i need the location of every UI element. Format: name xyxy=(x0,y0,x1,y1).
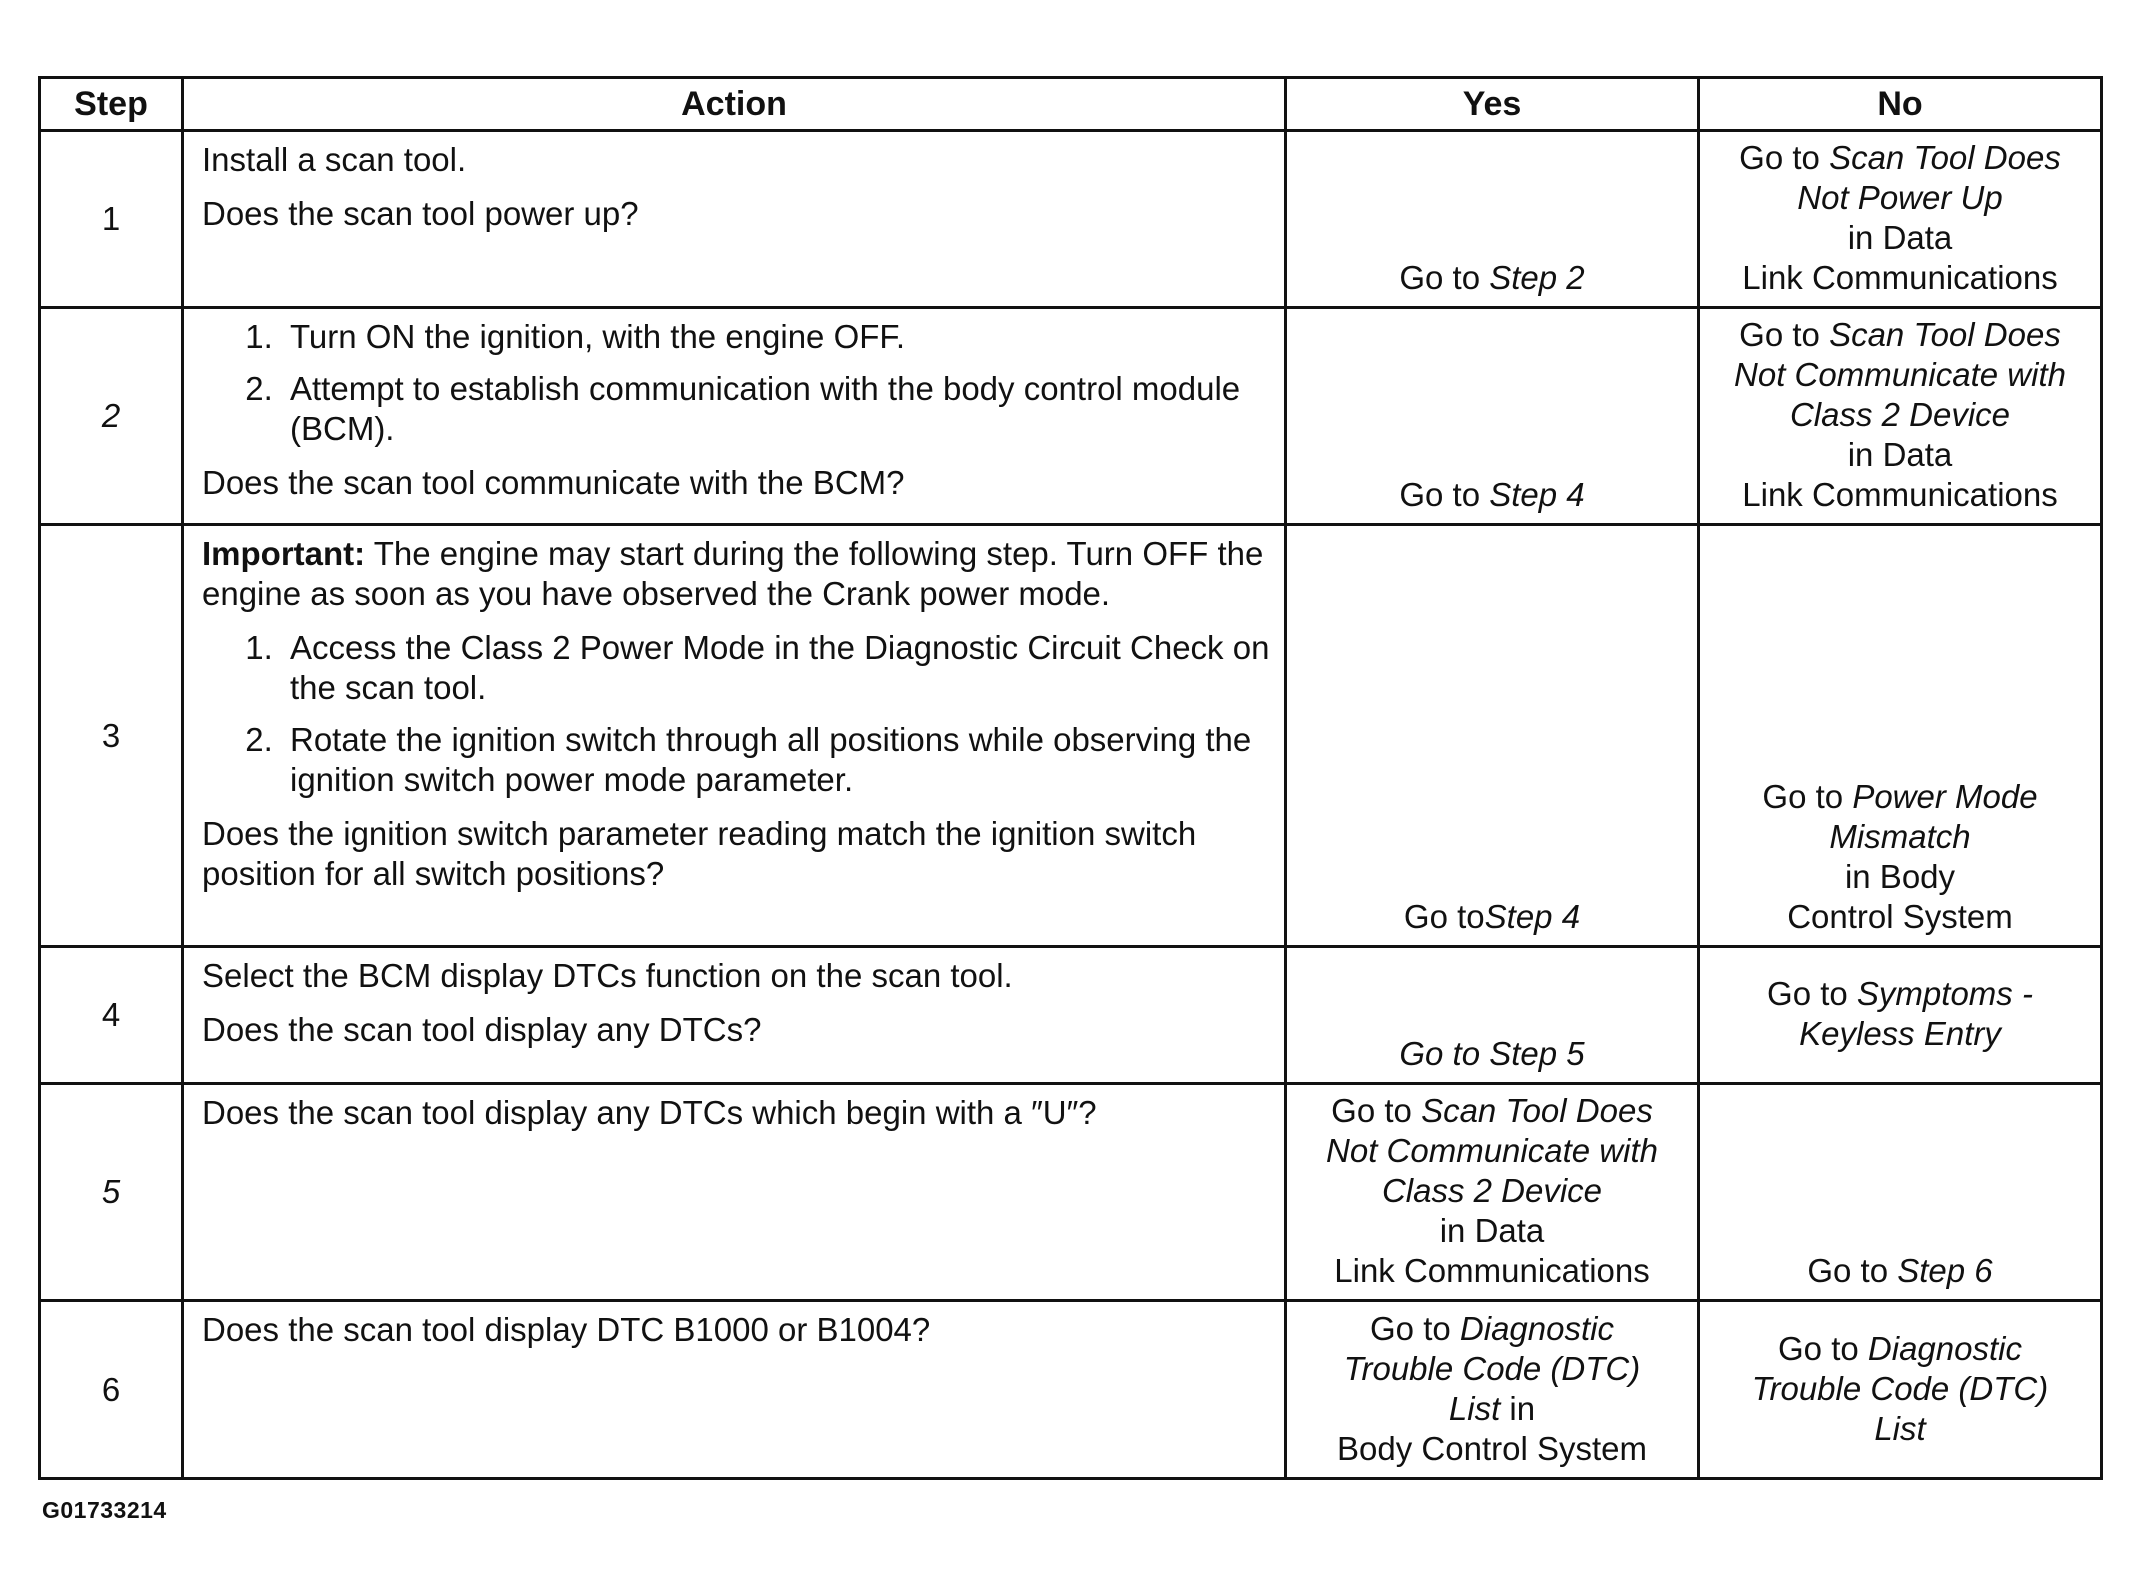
action-step-item: 1. Access the Class 2 Power Mode in the Diagnostic Circuit Check on the scan tool. xyxy=(282,628,1270,708)
action-cell xyxy=(183,131,1286,308)
procedure-link[interactable]: List xyxy=(1448,1389,1501,1427)
header-action: Action xyxy=(183,78,1286,131)
header-yes: Yes xyxy=(1286,78,1699,131)
procedure-link[interactable]: Class 2 Device xyxy=(1789,396,2011,433)
action-cell xyxy=(183,1084,1286,1301)
no-cell xyxy=(1699,308,2102,525)
step-number: 2 xyxy=(40,308,183,525)
yes-cell xyxy=(1286,525,1699,947)
action-step-item: 1. Turn ON the ignition, with the engine OFF. xyxy=(282,317,1270,357)
procedure-link[interactable]: Class 2 Device xyxy=(1381,1172,1603,1209)
action-cell xyxy=(183,525,1286,947)
action-question: Does the scan tool display any DTCs which begin with a ″U″? xyxy=(202,1094,1097,1131)
location-text: Link Communications xyxy=(1742,259,2058,296)
diagnostic-table xyxy=(38,76,2103,1480)
procedure-link[interactable]: Not Communicate with xyxy=(1326,1132,1658,1169)
location-text: Link Communications xyxy=(1742,476,2058,513)
procedure-link[interactable]: Scan Tool Does xyxy=(1829,139,2061,176)
goto-prefix: Go to xyxy=(1331,1092,1422,1129)
location-text: Body Control System xyxy=(1337,1429,1647,1467)
goto-prefix: Go to xyxy=(1778,1329,1868,1367)
important-label: Important: xyxy=(202,535,366,572)
location-text: in Data xyxy=(1847,219,1953,256)
important-text: The engine may start during the following step. Turn OFF the engine as soon as you have observed the Crank power mode. xyxy=(202,535,1264,612)
goto-prefix: Go to xyxy=(1399,259,1490,296)
goto-prefix: Go to xyxy=(1739,139,1830,176)
yes-cell xyxy=(1286,131,1699,308)
header-step: Step xyxy=(40,78,183,131)
location-text: in Data xyxy=(1439,1212,1545,1249)
step-link[interactable]: Step 2 xyxy=(1489,259,1585,296)
important-note xyxy=(202,534,1270,614)
no-cell xyxy=(1699,131,2102,308)
step-link[interactable]: Step 5 xyxy=(1489,1035,1585,1072)
procedure-link[interactable]: Trouble Code (DTC) xyxy=(1343,1349,1641,1387)
procedure-link[interactable]: Not Power Up xyxy=(1797,179,2003,216)
yes-cell xyxy=(1286,1301,1699,1479)
yes-cell xyxy=(1286,1084,1699,1301)
table-row xyxy=(40,1084,2102,1301)
procedure-link[interactable]: Trouble Code (DTC) xyxy=(1751,1369,2049,1407)
step-number: 6 xyxy=(40,1301,183,1479)
action-step-item: 2. Attempt to establish communication with the body control module (BCM). xyxy=(282,369,1270,449)
location-text: Control System xyxy=(1787,898,2013,935)
goto-prefix: Go to xyxy=(1807,1252,1898,1289)
action-text: Select the BCM display DTCs function on the scan tool. xyxy=(202,957,1013,994)
action-cell xyxy=(183,947,1286,1084)
step-number: 5 xyxy=(40,1084,183,1301)
procedure-link[interactable]: Power Mode xyxy=(1852,778,2038,815)
procedure-link[interactable]: Keyless Entry xyxy=(1799,1015,2001,1052)
table-row xyxy=(40,308,2102,525)
step-link[interactable]: Step 6 xyxy=(1897,1252,1993,1289)
action-text: Install a scan tool. xyxy=(202,141,467,178)
goto-prefix: Go to xyxy=(1739,316,1830,353)
action-question: Does the scan tool power up? xyxy=(202,195,639,232)
action-cell xyxy=(183,1301,1286,1479)
table-row xyxy=(40,525,2102,947)
goto-prefix: Go to xyxy=(1399,476,1490,513)
goto-prefix: Go to xyxy=(1370,1309,1460,1347)
procedure-link[interactable]: Diagnostic xyxy=(1459,1309,1614,1347)
step-link[interactable]: Step 4 xyxy=(1484,898,1581,935)
step-number: 4 xyxy=(40,947,183,1084)
figure-id: G01733214 xyxy=(42,1497,167,1523)
step-number: 1 xyxy=(40,131,183,308)
no-cell xyxy=(1699,947,2102,1084)
yes-cell xyxy=(1286,308,1699,525)
procedure-link[interactable]: Symptoms - xyxy=(1856,975,2033,1012)
action-question: Does the scan tool communicate with the BCM? xyxy=(202,464,905,501)
procedure-link[interactable]: Scan Tool Does xyxy=(1829,316,2061,353)
goto-prefix: Go to xyxy=(1767,975,1857,1012)
no-cell xyxy=(1699,1084,2102,1301)
procedure-link[interactable]: Not Communicate with xyxy=(1734,356,2066,393)
action-question: Does the scan tool display any DTCs? xyxy=(202,1011,762,1048)
location-text: in Data xyxy=(1847,436,1953,473)
action-step-item: 2. Rotate the ignition switch through all positions while observing the ignition switch power mode parameter. xyxy=(282,720,1270,800)
table-row xyxy=(40,947,2102,1084)
table-header-row xyxy=(40,78,2102,131)
procedure-link[interactable]: Diagnostic xyxy=(1867,1329,2022,1367)
goto-prefix: Go to xyxy=(1762,778,1853,815)
step-link[interactable]: Step 4 xyxy=(1489,476,1585,513)
procedure-link[interactable]: Mismatch xyxy=(1829,818,1971,855)
no-cell xyxy=(1699,1301,2102,1479)
action-steps-list xyxy=(202,317,1270,449)
header-no: No xyxy=(1699,78,2102,131)
location-text: in Body xyxy=(1844,858,1956,895)
table-row xyxy=(40,131,2102,308)
action-cell xyxy=(183,308,1286,525)
goto-prefix: Go to xyxy=(1399,1035,1490,1072)
action-question: Does the ignition switch parameter reading match the ignition switch position for all switch positions? xyxy=(202,815,1197,892)
procedure-link[interactable]: List xyxy=(1874,1409,1926,1447)
location-text: in xyxy=(1500,1389,1536,1427)
procedure-link[interactable]: Scan Tool Does xyxy=(1421,1092,1653,1129)
table-row xyxy=(40,1301,2102,1479)
action-question: Does the scan tool display DTC B1000 or B1004? xyxy=(202,1311,931,1348)
goto-prefix: Go to xyxy=(1403,898,1485,935)
action-steps-list xyxy=(202,628,1270,800)
yes-cell xyxy=(1286,947,1699,1084)
step-number: 3 xyxy=(40,525,183,947)
no-cell xyxy=(1699,525,2102,947)
location-text: Link Communications xyxy=(1334,1252,1650,1289)
